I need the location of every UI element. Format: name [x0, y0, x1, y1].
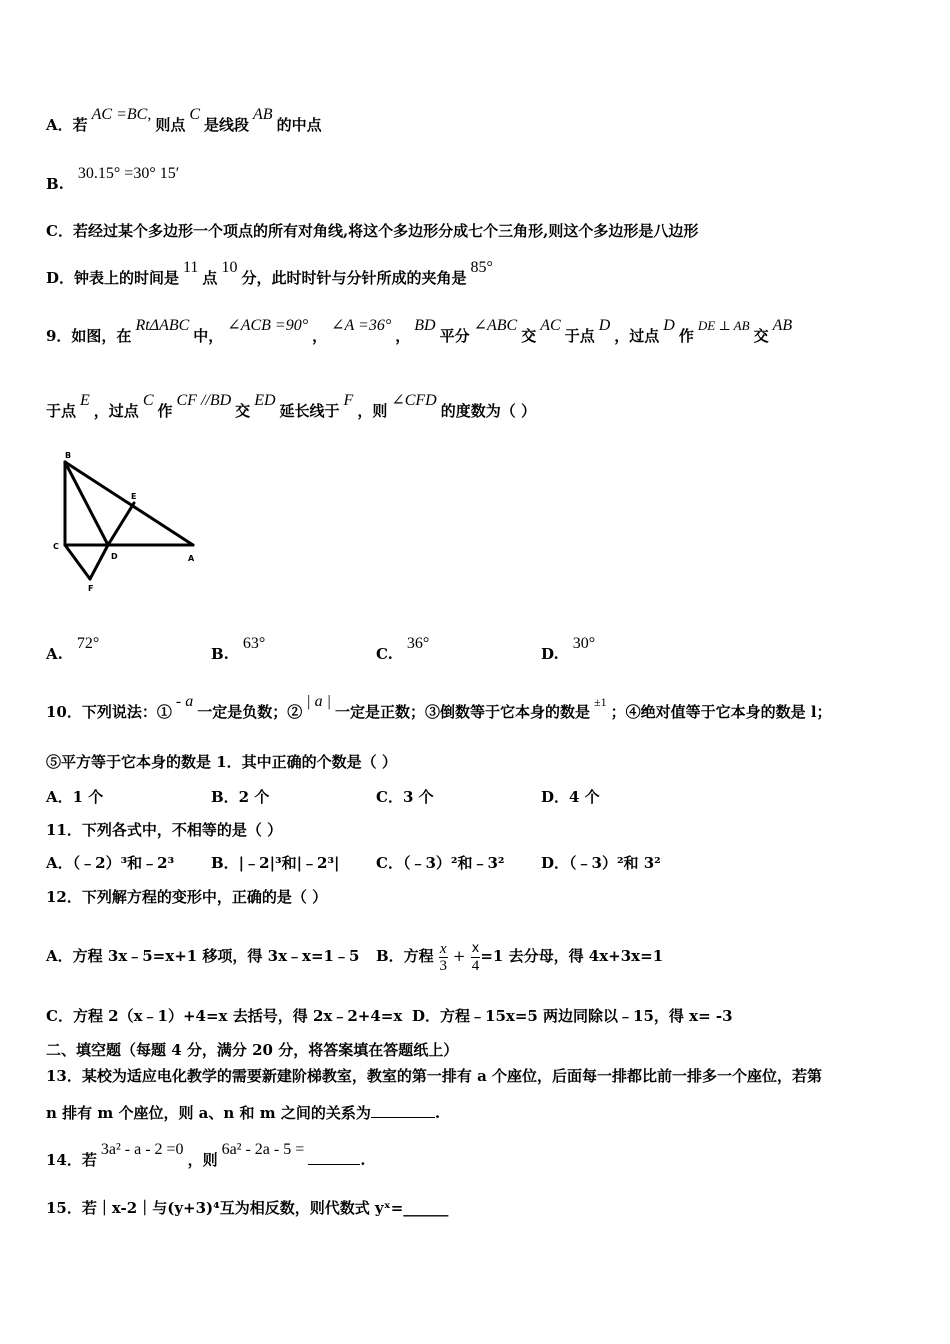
q8-option-a: A．若AC =BC,则点C是线段AB的中点: [46, 106, 322, 134]
q10-stem-line2: ⑤平方等于它本身的数是 1．其中正确的个数是（ ）: [46, 753, 397, 771]
section-2-title: 二、填空题（每题 4 分，满分 20 分，将答案填在答题纸上）: [46, 1041, 459, 1059]
q11-option-b: B．|﹣2|³和|﹣2³|: [211, 854, 340, 872]
q15: 15．若｜x-2｜与(y+3)⁴互为相反数，则代数式 yˣ=______: [46, 1199, 449, 1217]
q14-answer-blank[interactable]: [308, 1150, 360, 1165]
q13-line1: 13．某校为适应电化教学的需要新建阶梯教室，教室的第一排有 a 个座位，后面每一排都比前一排多一个座位，若第: [46, 1067, 823, 1085]
q8-option-d: D．钟表上的时间是11点10分，此时时针与分针所成的夹角是85°: [46, 259, 493, 287]
q11-option-a: A．（﹣2）³和﹣2³: [46, 854, 175, 872]
q10-option-c: C．3 个: [376, 788, 434, 806]
q12-stem: 12．下列解方程的变形中，正确的是（ ）: [46, 888, 328, 906]
segment-df: [90, 545, 108, 579]
q9-option-c: C.36°: [376, 635, 430, 663]
segment-ba: [65, 462, 193, 545]
triangle-figure: [50, 448, 200, 598]
q11-option-d: D．（﹣3）²和 3²: [541, 854, 661, 872]
q9-option-d: D.30°: [541, 635, 596, 663]
q12-option-b: B．方程 $\frac{x}{3}$ + $\frac{x}{4}$ =1 去分母，得 4x+3x=1: [376, 940, 664, 974]
label-d: D: [111, 552, 118, 561]
label-e: E: [131, 492, 137, 501]
q8-option-c: C．若经过某个多边形一个项点的所有对角线,将这个多边形分成七个三角形,则这个多边形是八边形: [46, 222, 699, 240]
q12-option-a: A．方程 3x﹣5=x+1 移项，得 3x﹣x=1﹣5: [46, 947, 360, 965]
q13-line2: n 排有 m 个座位，则 a、n 和 m 之间的关系为 .: [46, 1104, 441, 1122]
q9-option-b: B.63°: [211, 635, 266, 663]
fraction-x-over-4: $\frac{x}{4}$: [471, 940, 480, 974]
q12-option-d: D．方程﹣15x=5 两边同除以﹣15，得 x= -3: [412, 1007, 733, 1025]
label-b: B: [65, 451, 72, 460]
q10-option-a: A．1 个: [46, 788, 104, 806]
label-c: C: [53, 542, 59, 551]
fraction-x-over-3: $\frac{x}{3}$: [439, 940, 447, 974]
q12-option-c: C．方程 2（x﹣1）+4=x 去括号，得 2x﹣2+4=x: [46, 1007, 403, 1025]
segment-cf: [65, 545, 90, 579]
q8-option-b: B.30.15° =30° 15′: [46, 165, 180, 193]
q11-option-c: C．（﹣3）²和﹣3²: [376, 854, 505, 872]
q10-stem-line1: 10．下列说法：①- a一定是负数；②| a |一定是正数；③倒数等于它本身的数是$^{\pm 1}$；④绝对值等于它本身的数是 l；: [46, 693, 832, 721]
q9-stem-line1: 9．如图，在RtΔABC中，∠ACB =90°，∠A =36°，BD平分∠ABC交AC于点D，过点D作DE ⊥ AB交AB: [46, 317, 793, 345]
q9-stem-line2: 于点E，过点C作CF //BD交ED延长线于F，则∠CFD的度数为（ ）: [46, 392, 536, 420]
q11-stem: 11．下列各式中，不相等的是（ ）: [46, 821, 283, 839]
label-a: A: [188, 554, 195, 563]
q9-option-a: A.72°: [46, 635, 100, 663]
q13-answer-blank[interactable]: [371, 1103, 435, 1118]
segment-de: [108, 503, 134, 545]
q14: 14．若3a² - a - 2 =0，则6a² - 2a - 5 =.: [46, 1141, 366, 1169]
q10-option-b: B．2 个: [211, 788, 270, 806]
label-f: F: [88, 584, 94, 593]
q10-option-d: D．4 个: [541, 788, 600, 806]
